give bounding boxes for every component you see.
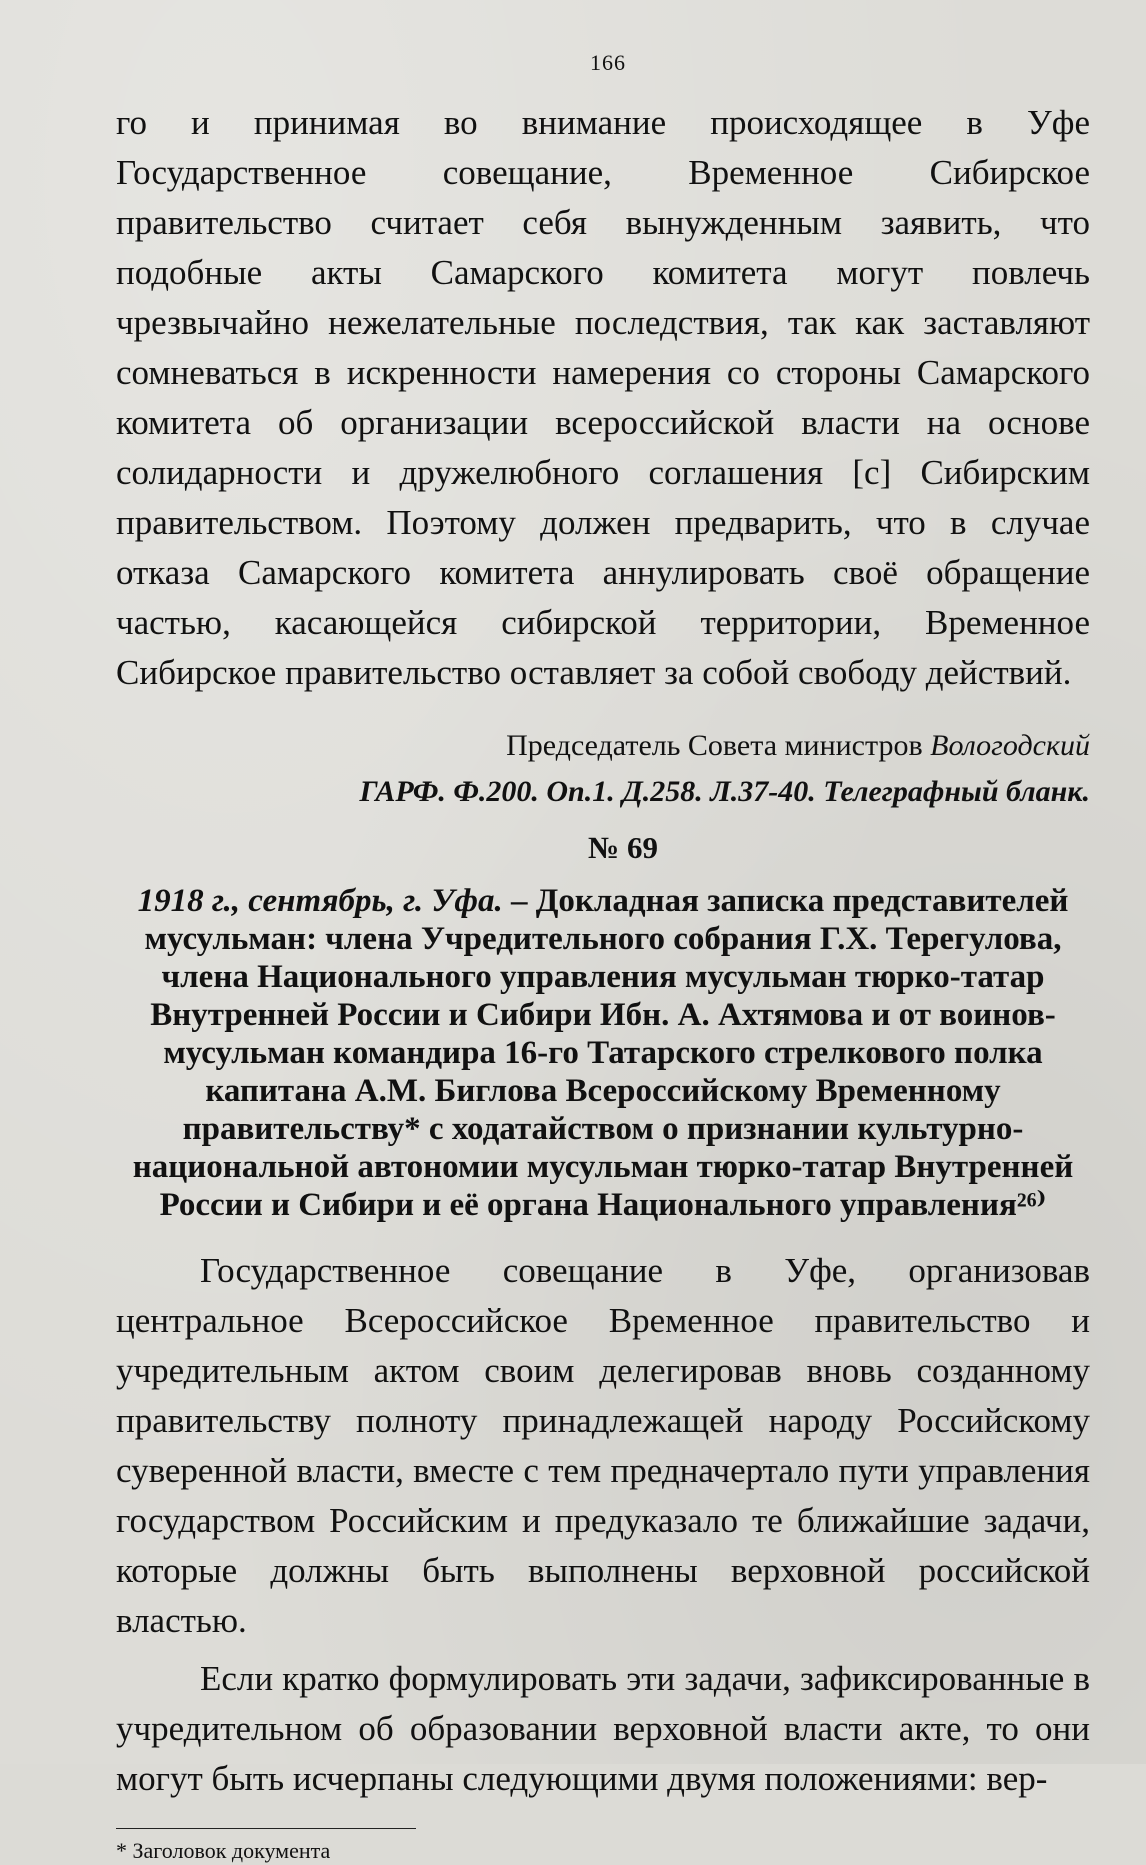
signature-line <box>116 724 1090 768</box>
page-number: 166 <box>590 50 626 75</box>
intro-paragraph: го и принимая во внимание происходящее в Уфе Государственное совещание, Временное Сибирское правительство считает себя вынужденным заявить, что подобные акты Самарского комитета могут повлечь чрезвычайно нежелательные последствия, так как заставляют сомневаться в искренности намерения со стороны Самарского комитета об организации всероссийской власти на основе солидарности и дружелюбного соглашения [с] Сибирским правительством. Поэтому должен предварить, что в случае отказа Самарского комитета аннулировать своё обращение частью, касающейся сибирской территории, Временное Сибирское правительство оставляет за собой свободу действий. <box>116 103 1090 692</box>
signature-name: Вологодский <box>930 729 1090 762</box>
footnote-divider <box>116 1828 416 1829</box>
document-heading <box>116 882 1090 1224</box>
document-number: № 69 <box>588 830 658 865</box>
heading-title: – Докладная записка представителей мусульман: члена Учредительного собрания Г.Х. Терегулова, члена Национального управления мусульман тюрко-татар Внутренней России и Сибири Ибн. А. Ахтямова и от воинов-мусульман командира 16-го Татарского стрелкового полка капитана А.М. Биглова Всероссийскому Временному правительству* с ходатайством о признании культурно-национальной автономии мусульман тюрко-татар Внутренней России и Сибири и её органа Национального управления²⁶⁾ <box>132 883 1074 1223</box>
signature-title: Председатель Совета министров <box>506 729 923 762</box>
body-paragraph-1: Государственное совещание в Уфе, организовав центральное Всероссийское Временное правительство и учредительным актом своим делегировав вновь созданному правительству полноту принадлежащей народу Российскому суверенной власти, вместе с тем предначертало пути управления государством Российским и предуказало те ближайшие задачи, которые должны быть выполнены верховной российской властью. <box>116 1251 1090 1640</box>
body-paragraph-2: Если кратко формулировать эти задачи, зафиксированные в учредительном об образовании верховной власти акте, то они могут быть исчерпаны следующими двумя положениями: вер- <box>116 1659 1090 1798</box>
footnote: * Заголовок документа <box>116 1838 331 1863</box>
archive-reference: ГАРФ. Ф.200. Оп.1. Д.258. Л.37-40. Телеграфный бланк. <box>359 775 1090 808</box>
heading-date-place: 1918 г., сентябрь, г. Уфа. <box>137 883 503 919</box>
